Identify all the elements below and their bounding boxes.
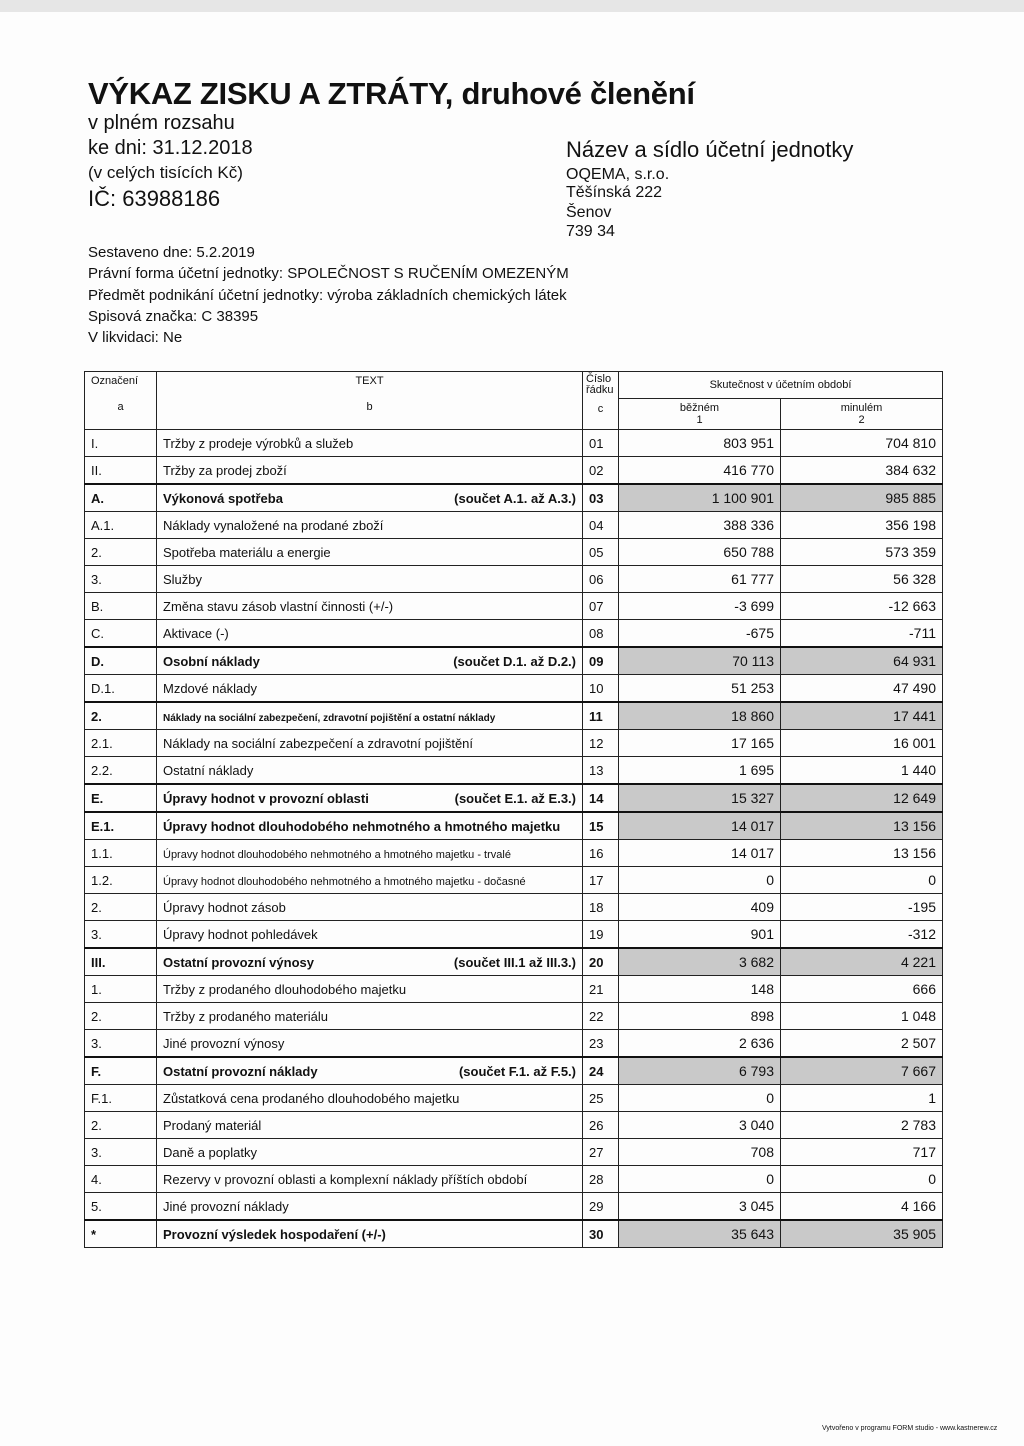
value-current-period: 1 695 xyxy=(619,757,781,785)
row-text-cell xyxy=(157,647,583,675)
entity-zip: 739 34 xyxy=(566,223,615,240)
row-text: Náklady na sociální zabezpečení a zdravotní pojištění xyxy=(163,735,474,751)
value-current-period: 61 777 xyxy=(619,566,781,593)
row-text-cell xyxy=(157,1166,583,1193)
row-text: Výkonová spotřeba xyxy=(163,490,283,506)
value-current-period: 2 636 xyxy=(619,1030,781,1058)
value-current-period: 148 xyxy=(619,976,781,1003)
row-number: 26 xyxy=(583,1112,619,1139)
report-scope: v plném rozsahu xyxy=(88,112,235,134)
value-current-period: 0 xyxy=(619,1085,781,1112)
row-text-cell xyxy=(157,430,583,457)
table-row xyxy=(85,566,943,593)
value-previous-period: 1 xyxy=(781,1085,943,1112)
row-designation: 3. xyxy=(85,1030,157,1058)
row-number: 19 xyxy=(583,921,619,949)
table-row xyxy=(85,976,943,1003)
row-text: Daně a poplatky xyxy=(163,1144,257,1160)
value-current-period: -3 699 xyxy=(619,593,781,620)
table-row xyxy=(85,675,943,703)
col-header-1: 1 xyxy=(696,414,703,426)
legal-form: Právní forma účetní jednotky: SPOLEČNOST S RUČENÍM OMEZENÝM xyxy=(88,265,569,282)
row-text-cell xyxy=(157,921,583,949)
row-number: 14 xyxy=(583,784,619,812)
row-designation: E. xyxy=(85,784,157,812)
value-current-period: 708 xyxy=(619,1139,781,1166)
table-row xyxy=(85,1085,943,1112)
row-text-cell xyxy=(157,593,583,620)
value-current-period: 0 xyxy=(619,1166,781,1193)
row-designation: 3. xyxy=(85,1139,157,1166)
value-previous-period: 2 507 xyxy=(781,1030,943,1058)
value-previous-period: 47 490 xyxy=(781,675,943,703)
row-designation: 2. xyxy=(85,1112,157,1139)
row-text: Služby xyxy=(163,571,203,587)
value-previous-period: 12 649 xyxy=(781,784,943,812)
row-number: 29 xyxy=(583,1193,619,1221)
row-number: 25 xyxy=(583,1085,619,1112)
row-number: 11 xyxy=(583,702,619,730)
row-number: 24 xyxy=(583,1057,619,1085)
row-designation: 2. xyxy=(85,539,157,566)
table-row xyxy=(85,593,943,620)
row-number: 12 xyxy=(583,730,619,757)
row-designation: D.1. xyxy=(85,675,157,703)
row-text-cell xyxy=(157,1193,583,1221)
row-designation: 5. xyxy=(85,1193,157,1221)
row-text: Tržby z prodaného dlouhodobého majetku xyxy=(163,981,407,997)
row-designation: 2. xyxy=(85,1003,157,1030)
row-designation: F. xyxy=(85,1057,157,1085)
value-current-period: -675 xyxy=(619,620,781,648)
row-number: 01 xyxy=(583,430,619,457)
value-previous-period: 64 931 xyxy=(781,647,943,675)
row-text: Úpravy hodnot v provozní oblasti xyxy=(163,790,369,806)
table-row xyxy=(85,1030,943,1058)
table-row xyxy=(85,1003,943,1030)
table-row xyxy=(85,894,943,921)
value-current-period: 51 253 xyxy=(619,675,781,703)
table-row xyxy=(85,1139,943,1166)
table-row xyxy=(85,840,943,867)
row-text-cell xyxy=(157,702,583,730)
row-number: 16 xyxy=(583,840,619,867)
row-text: Mzdové náklady xyxy=(163,680,257,696)
row-number: 10 xyxy=(583,675,619,703)
col-header-b: b xyxy=(366,401,373,413)
row-designation: * xyxy=(85,1220,157,1248)
table-row xyxy=(85,1220,943,1248)
value-previous-period: 4 166 xyxy=(781,1193,943,1221)
value-current-period: 18 860 xyxy=(619,702,781,730)
value-current-period: 17 165 xyxy=(619,730,781,757)
value-previous-period: -711 xyxy=(781,620,943,648)
row-text: Úpravy hodnot pohledávek xyxy=(163,926,318,942)
row-text: Úpravy hodnot dlouhodobého nehmotného a hmotného majetku xyxy=(163,818,561,834)
col-header-oznaceni-label: Označení xyxy=(91,375,139,387)
col-header-beznem-label: běžném xyxy=(679,402,720,414)
row-number: 20 xyxy=(583,948,619,976)
row-sum-note: (součet A.1. až A.3.) xyxy=(454,490,576,506)
entity-city: Šenov xyxy=(566,204,612,221)
table-row xyxy=(85,867,943,894)
row-text: Zůstatková cena prodaného dlouhodobého majetku xyxy=(163,1090,460,1106)
table-row xyxy=(85,484,943,512)
row-number: 02 xyxy=(583,457,619,485)
value-current-period: 14 017 xyxy=(619,812,781,840)
table-row xyxy=(85,784,943,812)
row-text: Úpravy hodnot dlouhodobého nehmotného a hmotného majetku - dočasné xyxy=(163,875,526,888)
row-number: 13 xyxy=(583,757,619,785)
table-row xyxy=(85,1112,943,1139)
value-current-period: 3 682 xyxy=(619,948,781,976)
row-text-cell xyxy=(157,894,583,921)
row-text-cell xyxy=(157,566,583,593)
col-header-text xyxy=(157,372,583,430)
row-text-cell xyxy=(157,1139,583,1166)
row-number: 28 xyxy=(583,1166,619,1193)
value-current-period: 70 113 xyxy=(619,647,781,675)
row-number: 08 xyxy=(583,620,619,648)
row-text-cell xyxy=(157,1085,583,1112)
row-number: 04 xyxy=(583,512,619,539)
row-number: 03 xyxy=(583,484,619,512)
value-previous-period: -12 663 xyxy=(781,593,943,620)
entity-name: OQEMA, s.r.o. xyxy=(566,166,670,183)
value-current-period: 0 xyxy=(619,867,781,894)
row-designation: C. xyxy=(85,620,157,648)
row-text-cell xyxy=(157,484,583,512)
value-current-period: 35 643 xyxy=(619,1220,781,1248)
col-header-text-label: TEXT xyxy=(355,375,384,387)
row-text-cell xyxy=(157,620,583,648)
row-text: Tržby z prodeje výrobků a služeb xyxy=(163,435,354,451)
business-activity: Předmět podnikání účetní jednotky: výroba základních chemických látek xyxy=(88,287,567,304)
row-sum-note: (součet F.1. až F.5.) xyxy=(458,1063,576,1079)
row-designation: 1. xyxy=(85,976,157,1003)
table-row xyxy=(85,702,943,730)
table-row xyxy=(85,539,943,566)
row-sum-note: (součet D.1. až D.2.) xyxy=(453,653,576,669)
company-id: IČ: 63988186 xyxy=(88,186,221,211)
value-previous-period: 573 359 xyxy=(781,539,943,566)
value-previous-period: 0 xyxy=(781,1166,943,1193)
value-current-period: 898 xyxy=(619,1003,781,1030)
value-previous-period: 356 198 xyxy=(781,512,943,539)
row-sum-note: (součet III.1 až III.3.) xyxy=(453,954,576,970)
table-row xyxy=(85,921,943,949)
row-text: Aktivace (-) xyxy=(163,625,229,641)
entity-heading: Název a sídlo účetní jednotky xyxy=(566,137,854,162)
table-row xyxy=(85,647,943,675)
report-title: VÝKAZ ZISKU A ZTRÁTY, druhové členění xyxy=(88,76,695,111)
row-text-cell xyxy=(157,948,583,976)
scan-edge xyxy=(0,0,1024,12)
value-previous-period: 666 xyxy=(781,976,943,1003)
col-header-2: 2 xyxy=(858,414,865,426)
table-row xyxy=(85,1166,943,1193)
row-designation: 4. xyxy=(85,1166,157,1193)
col-header-beznem xyxy=(619,399,781,430)
row-text: Osobní náklady xyxy=(163,653,260,669)
row-text-cell xyxy=(157,757,583,785)
row-text-cell xyxy=(157,976,583,1003)
col-header-minulem xyxy=(781,399,943,430)
row-text: Provozní výsledek hospodaření (+/-) xyxy=(163,1226,386,1242)
row-text-cell xyxy=(157,1030,583,1058)
row-text-cell xyxy=(157,812,583,840)
value-current-period: 388 336 xyxy=(619,512,781,539)
col-header-skutecnost: Skutečnost v účetním období xyxy=(619,372,943,399)
row-designation: 2. xyxy=(85,702,157,730)
table-row xyxy=(85,457,943,485)
income-statement-table xyxy=(84,371,943,1248)
row-designation: 2. xyxy=(85,894,157,921)
row-text-cell xyxy=(157,867,583,894)
entity-street: Těšínská 222 xyxy=(566,184,663,201)
footer-note: Vytvořeno v programu FORM studio - www.kastnerew.cz xyxy=(822,1425,998,1432)
report-units: (v celých tisících Kč) xyxy=(88,163,243,182)
row-text: Náklady vynaložené na prodané zboží xyxy=(163,517,384,533)
col-header-a: a xyxy=(117,401,124,413)
value-previous-period: 4 221 xyxy=(781,948,943,976)
report-date: ke dni: 31.12.2018 xyxy=(88,137,253,159)
col-header-oznaceni xyxy=(85,372,157,430)
value-current-period: 416 770 xyxy=(619,457,781,485)
value-previous-period: 2 783 xyxy=(781,1112,943,1139)
value-previous-period: 1 440 xyxy=(781,757,943,785)
row-text: Úpravy hodnot zásob xyxy=(163,899,286,915)
row-designation: II. xyxy=(85,457,157,485)
row-text-cell xyxy=(157,840,583,867)
value-previous-period: 384 632 xyxy=(781,457,943,485)
value-previous-period: 717 xyxy=(781,1139,943,1166)
row-designation: 3. xyxy=(85,566,157,593)
row-text: Ostatní provozní výnosy xyxy=(163,954,314,970)
row-number: 21 xyxy=(583,976,619,1003)
value-current-period: 901 xyxy=(619,921,781,949)
row-number: 18 xyxy=(583,894,619,921)
row-designation: 2.1. xyxy=(85,730,157,757)
col-header-cislo-label: Číslo řádku xyxy=(586,373,614,396)
value-previous-period: 13 156 xyxy=(781,840,943,867)
value-previous-period: 704 810 xyxy=(781,430,943,457)
row-text: Rezervy v provozní oblasti a komplexní náklady příštích období xyxy=(163,1171,528,1187)
value-current-period: 6 793 xyxy=(619,1057,781,1085)
value-current-period: 803 951 xyxy=(619,430,781,457)
row-sum-note: (součet E.1. až E.3.) xyxy=(454,790,576,806)
compiled-date: Sestaveno dne: 5.2.2019 xyxy=(88,244,255,261)
col-header-minulem-label: minulém xyxy=(840,402,883,414)
row-designation: A.1. xyxy=(85,512,157,539)
row-number: 06 xyxy=(583,566,619,593)
row-text: Prodaný materiál xyxy=(163,1117,262,1133)
row-designation: 1.2. xyxy=(85,867,157,894)
row-number: 07 xyxy=(583,593,619,620)
table-row xyxy=(85,620,943,648)
value-previous-period: 7 667 xyxy=(781,1057,943,1085)
row-designation: III. xyxy=(85,948,157,976)
table-row xyxy=(85,1193,943,1221)
row-number: 23 xyxy=(583,1030,619,1058)
row-text: Jiné provozní výnosy xyxy=(163,1035,285,1051)
row-designation: 2.2. xyxy=(85,757,157,785)
row-designation: 1.1. xyxy=(85,840,157,867)
row-text-cell xyxy=(157,1112,583,1139)
table-row xyxy=(85,730,943,757)
row-number: 15 xyxy=(583,812,619,840)
row-text-cell xyxy=(157,512,583,539)
table-row xyxy=(85,1057,943,1085)
value-previous-period: 16 001 xyxy=(781,730,943,757)
table-row xyxy=(85,948,943,976)
row-text-cell xyxy=(157,730,583,757)
table-row xyxy=(85,812,943,840)
table-header-row xyxy=(85,372,943,399)
value-current-period: 3 045 xyxy=(619,1193,781,1221)
row-text: Jiné provozní náklady xyxy=(163,1198,289,1214)
row-text: Ostatní provozní náklady xyxy=(163,1063,318,1079)
value-previous-period: 985 885 xyxy=(781,484,943,512)
row-number: 22 xyxy=(583,1003,619,1030)
value-current-period: 3 040 xyxy=(619,1112,781,1139)
row-designation: A. xyxy=(85,484,157,512)
value-previous-period: 56 328 xyxy=(781,566,943,593)
row-text: Ostatní náklady xyxy=(163,762,254,778)
row-text: Změna stavu zásob vlastní činnosti (+/-) xyxy=(163,598,394,614)
row-text-cell xyxy=(157,1057,583,1085)
table-row xyxy=(85,757,943,785)
value-current-period: 650 788 xyxy=(619,539,781,566)
value-previous-period: 13 156 xyxy=(781,812,943,840)
row-text-cell xyxy=(157,1003,583,1030)
row-text-cell xyxy=(157,1220,583,1248)
row-number: 05 xyxy=(583,539,619,566)
value-previous-period: 1 048 xyxy=(781,1003,943,1030)
row-designation: D. xyxy=(85,647,157,675)
row-text-cell xyxy=(157,457,583,485)
row-text: Tržby z prodaného materiálu xyxy=(163,1008,328,1024)
row-designation: F.1. xyxy=(85,1085,157,1112)
value-previous-period: 17 441 xyxy=(781,702,943,730)
row-designation: 3. xyxy=(85,921,157,949)
value-previous-period: -195 xyxy=(781,894,943,921)
value-previous-period: -312 xyxy=(781,921,943,949)
table-row xyxy=(85,430,943,457)
table-row xyxy=(85,512,943,539)
row-text: Spotřeba materiálu a energie xyxy=(163,544,331,560)
value-current-period: 1 100 901 xyxy=(619,484,781,512)
row-text: Náklady na sociální zabezpečení, zdravotní pojištění a ostatní náklady xyxy=(163,712,496,724)
row-number: 09 xyxy=(583,647,619,675)
row-designation: I. xyxy=(85,430,157,457)
value-current-period: 409 xyxy=(619,894,781,921)
value-previous-period: 0 xyxy=(781,867,943,894)
row-number: 30 xyxy=(583,1220,619,1248)
col-header-c: c xyxy=(597,403,604,415)
row-text-cell xyxy=(157,539,583,566)
row-number: 27 xyxy=(583,1139,619,1166)
value-current-period: 15 327 xyxy=(619,784,781,812)
row-number: 17 xyxy=(583,867,619,894)
file-number: Spisová značka: C 38395 xyxy=(88,308,259,325)
row-designation: B. xyxy=(85,593,157,620)
value-previous-period: 35 905 xyxy=(781,1220,943,1248)
row-text: Úpravy hodnot dlouhodobého nehmotného a hmotného majetku - trvalé xyxy=(163,848,511,861)
col-header-cislo xyxy=(583,372,619,430)
row-text-cell xyxy=(157,675,583,703)
value-current-period: 14 017 xyxy=(619,840,781,867)
row-text-cell xyxy=(157,784,583,812)
liquidation-status: V likvidaci: Ne xyxy=(88,329,183,346)
row-text: Tržby za prodej zboží xyxy=(163,462,287,478)
row-designation: E.1. xyxy=(85,812,157,840)
